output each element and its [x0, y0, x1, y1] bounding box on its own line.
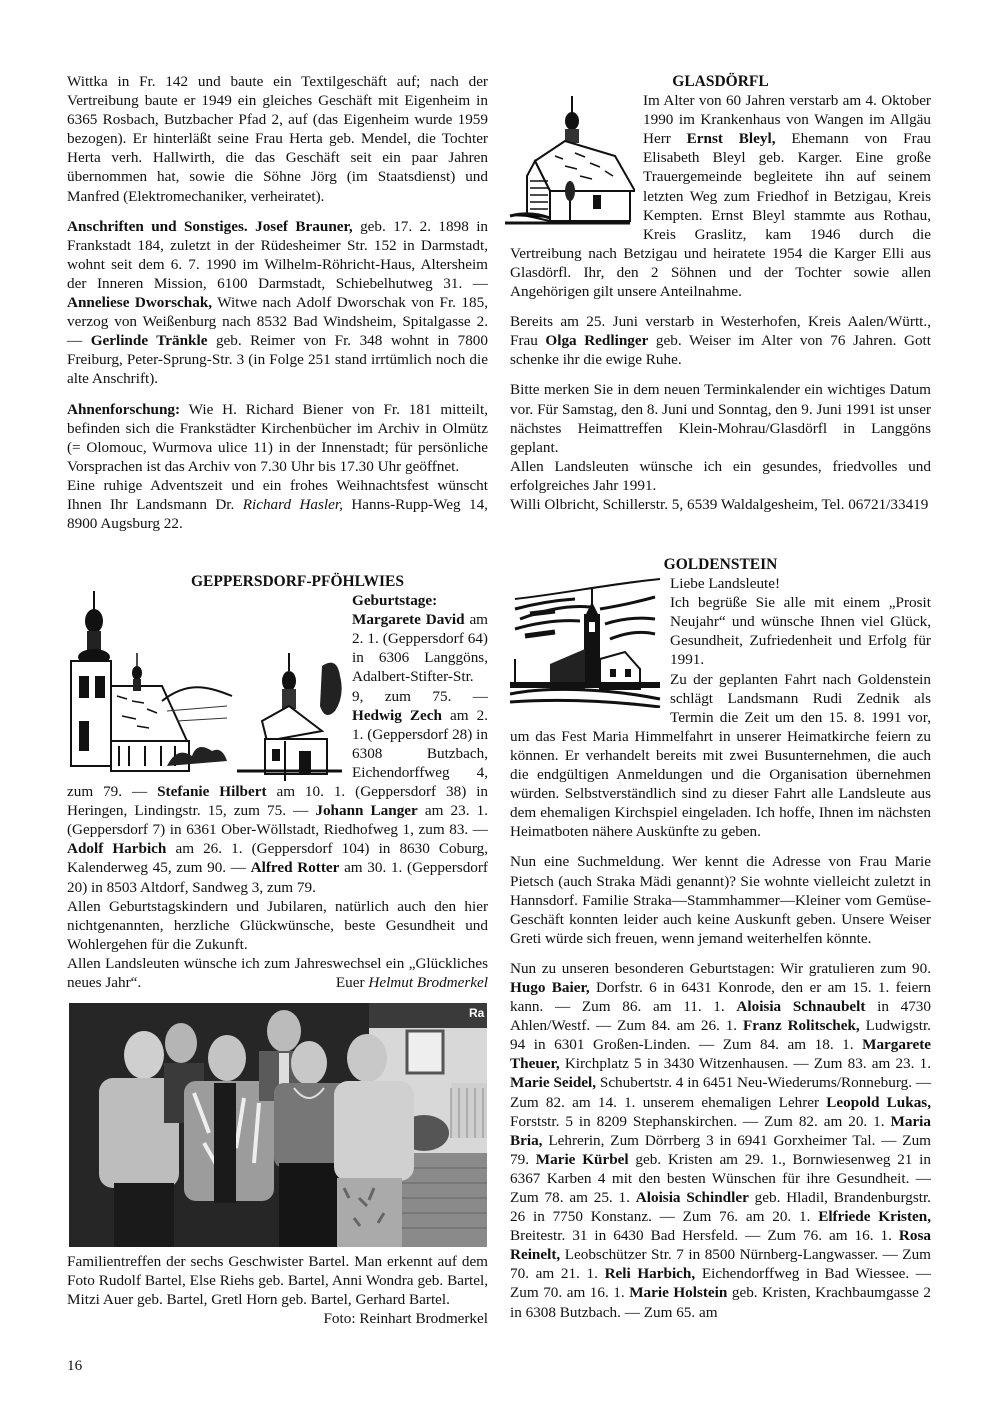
- person-name: Marie Kürbel: [535, 1150, 629, 1168]
- geppersdorf-section: [67, 572, 488, 992]
- section-heading: GEPPERSDORF-PFÖHLWIES: [190, 573, 404, 590]
- photo-caption: Familientreffen der sechs Geschwister Bartel. Man erkennt auf dem Foto Rudolf Bartel, Else Riehs geb. Bartel, Anni Wondra geb. Bartel, Mitzi Auer geb. Bartel, Gretl Horn geb. Bartel, Gerhard Bartel. Foto: Reinhart Brodmerkel: [67, 1253, 488, 1328]
- section-heading: GOLDENSTEIN: [663, 556, 778, 573]
- person-name: Franz Rolitschek,: [742, 1017, 860, 1035]
- meeting-announcement: Bitte merken Sie in dem neuen Terminkalender ein wichtiges Datum vor. Für Samstag, den 8. Juni und Sonntag, den 9. Juni 1991 ist unser nächstes Heimattreffen Klein-Mohrau/Glasdörfl in Langgöns geplant.: [510, 381, 931, 456]
- person-name: Rosa Reinelt,: [510, 1227, 931, 1264]
- birthday-list: Margarete David am 2. 1. (Geppersdorf 64) in 6306 Langgöns, Adalbert-Stifter-Str. 9, zum 75. — Hedwig Zech am 2. 1. (Geppersdorf 28) in 6308 Butzbach, Eichendorffweg 4, zum 79. — Stefanie Hilbert am 10. 1. (Geppersdorf 38) in Heringen, Lindingstr. 15, zum 75. — Johann Langer am 23. 1. (Geppersdorf 7) in 6361 Ober-Wöllstadt, Riedhofweg 1, zum 83. — Adolf Harbich am 26. 1. (Geppersdorf 104) in 8630 Coburg, Kalenderweg 45, zum 90. — Alfred Rotter am 30. 1. (Geppersdorf 20) in 8503 Altdorf, Sandweg 3, zum 79.: [67, 611, 489, 896]
- goldenstein-section: [510, 555, 931, 1322]
- signature: Euer Helmut Brodmerkel: [335, 973, 488, 991]
- obituary-bleyl: Im Alter von 60 Jahren verstarb am 4. Oktober 1990 im Krankenhaus von Wangen im Allgäu Herr Ernst Bleyl, Ehemann von Frau Elisabeth Bleyl geb. Karger. Eine große Trauergemeinde begleitete ihn auf seinem letzten Weg zum Friedhof in Betzigau, Kreis Kempten. Ernst Bleyl stammte aus Rothau, Kreis Graslitz, kam 1946 durch die Vertreibung nach Betzigau und heiratete 1954 die Karger Elli aus Glasdörfl. Ihr, den 2 Söhnen und der Tochter sowie allen Angehörigen gilt unsere Anteilnahme.: [510, 92, 931, 301]
- town-illustration: [510, 574, 662, 708]
- person-name: Ernst Bleyl,: [686, 130, 776, 148]
- contact-line: Willi Olbricht, Schillerstr. 5, 6539 Waldalgesheim, Tel. 06721/33419: [510, 495, 929, 513]
- page-number: 16: [67, 1357, 83, 1374]
- person-name: Margarete Theuer,: [510, 1036, 931, 1073]
- section-heading: GLASDÖRFL: [672, 73, 769, 90]
- new-year-wish: Allen Landsleuten wünsche ich ein gesundes, friedvolles und erfolgreiches Jahr 1991.: [510, 457, 931, 494]
- search-notice: Nun eine Suchmeldung. Wer kennt die Adresse von Frau Marie Pietsch (auch Straka Mädi genannt)? Sie wohnte vielleicht zuletzt in Hannsdorf. Familie Straka—Stammhammer—Kleiner vom Gemüse-Geschäft konnten leider auch keine Auskunft geben. Unsere Weiser Greti würde sich freuen, wenn jemand weiterhelfen könnte.: [510, 853, 931, 947]
- obituary-redlinger: Bereits am 25. Juni verstarb in Westerhofen, Kreis Aalen/Württ., Frau Olga Redlinger geb. Weiser im Alter von 76 Jahren. Gott schenke ihr die ewige Ruhe.: [510, 313, 931, 369]
- church-sketch-icon: [67, 591, 342, 781]
- birthday-list: Nun zu unseren besonderen Geburtstagen: Wir gratulieren zum 90. Hugo Baier, Dorfstr. 6 in 6431 Konrode, den er am 15. 1. feiern kann. — Zum 86. am 11. 1. Aloisia Schnaubelt in 4730 Ahlen/Westf. — Zum 84. am 26. 1. Franz Rolitschek, Ludwigstr. 94 in 6301 Großen-Linden. — Zum 84. am 18. 1. Margarete Theuer, Kirchplatz 5 in 3430 Witzenhausen. — Zum 83. am 23. 1. Marie Seidel, Schubertstr. 4 in 6451 Neu-Wiederums/Ronneburg. — Zum 82. am 14. 1. unserem ehemaligen Lehrer Leopold Lukas, Forststr. 5 in 8209 Stephanskirchen. — Zum 82. am 20. 1. Maria Bria, Lehrerin, Zum Dörrberg 3 in 6941 Gorxheimer Tal. — Zum 79. Marie Kürbel geb. Kristen am 29. 1., Bornwiesenweg 21 in 6367 Karben 4 mit den besten Wünschen für ihre Gesundheit. — Zum 78. am 25. 1. Aloisia Schindler geb. Hladil, Brandenburgstr. 26 in 7750 Konstanz. — Zum 76. am 20. 1. Elfriede Kristen, Breitestr. 31 in 6430 Bad Hersfeld. — Zum 76. am 16. 1. Rosa Reinelt, Leobschützer Str. 7 in 8500 Nürnberg-Langwasser. — Zum 70. am 21. 1. Reli Harbich, Eichendorffweg in Bad Wiessee. — Zum 70. am 16. 1. Marie Holstein geb. Kristen, Krachbaumgasse 2 in 6308 Butzbach. — Zum 65. am: [510, 959, 932, 1321]
- church-illustration: [67, 591, 342, 781]
- person-name: Stefanie Hilbert: [157, 783, 267, 801]
- person-name: Margarete David: [352, 611, 465, 629]
- glasdoerfl-section: [510, 72, 931, 514]
- person-name: Hedwig Zech: [352, 706, 442, 724]
- family-group-photo-icon: [69, 1003, 487, 1247]
- person-name: Elfriede Kristen,: [818, 1208, 931, 1226]
- section-label: Ahnenforschung:: [67, 400, 181, 418]
- person-name: Anneliese Dworschak,: [67, 294, 213, 312]
- chapel-sketch-icon: [505, 91, 635, 225]
- greeting: Liebe Landsleute!: [670, 575, 781, 593]
- person-name: Josef Brauner,: [255, 217, 353, 235]
- new-year-paragraph: Ich begrüße Sie alle mit einem „Prosit Neujahr“ und wünsche Ihnen viel Glück, Gesundheit, Zufriedenheit und Erfolg für 1991.: [670, 594, 931, 669]
- person-name: Hugo Baier,: [510, 978, 590, 996]
- person-name: Johann Langer: [315, 802, 418, 820]
- person-name: Maria Bria,: [510, 1112, 931, 1149]
- family-photo: [69, 1003, 487, 1247]
- new-year-paragraph: Allen Landsleuten wünsche ich zum Jahreswechsel ein „Glückliches neues Jahr“. Euer Helmut Brodmerkel: [67, 954, 488, 991]
- chapel-illustration: [505, 91, 635, 225]
- section-label: Anschriften und Sonstiges.: [67, 217, 248, 235]
- author-name: Richard Hasler,: [242, 495, 343, 513]
- person-name: Aloisia Schnaubelt: [736, 998, 866, 1016]
- left-column-top: [67, 72, 488, 533]
- town-sketch-icon: [510, 574, 662, 708]
- photo-sign-text: Ra: [469, 1006, 485, 1020]
- person-name: Adolf Harbich: [67, 840, 167, 858]
- ahnenforschung-paragraph: Ahnenforschung: Wie H. Richard Biener von Fr. 181 mitteilt, befinden sich die Frankstädter Kirchenbücher im Archiv in Olmütz (= Olomouc, Wurmova ulice 11) in der Innenstadt; für persönliche Vorsprachen ist das Archiv von 7.30 Uhr bis 17.30 Uhr geöffnet.: [67, 400, 488, 475]
- person-name: Alfred Rotter: [250, 859, 340, 877]
- obituary-continuation: Wittka in Fr. 142 und baute ein Textilgeschäft auf; nach der Vertreibung baute er 1949 ein gleiches Geschäft mit Eigenheim in 6365 Rosbach, Butzbacher Pfad 2, auf (das Eigenheim wurde 1959 bezogen). Er hinterläßt seine Frau Herta geb. Mendel, die Tochter Herta verh. Hallwirth, die das Geschäft seit ein paar Jahren übernommen hat, sowie die Söhne Jörg (im Staatsdienst) und Manfred (Elektromechaniker, verheiratet).: [67, 73, 488, 205]
- person-name: Olga Redlinger: [545, 332, 649, 350]
- anschriften-paragraph: Anschriften und Sonstiges. Josef Brauner, geb. 17. 2. 1898 in Frankstadt 184, zuletzt in der Rüdesheimer Str. 152 in Darmstadt, wohnt seit dem 6. 7. 1990 im Wilhelm-Röhricht-Haus, Altersheim der Inneren Mission, 6100 Darmstadt, Schiebelhutweg 31. — Anneliese Dworschak, Witwe nach Adolf Dworschak von Fr. 185, verzog von Weißenburg nach 8532 Bad Windsheim, Spitalgasse 2. — Gerlinde Tränkle geb. Reimer von Fr. 348 wohnt in 7800 Freiburg, Peter-Sprung-Str. 3 (in Folge 251 stand irrtümlich noch die alte Anschrift).: [67, 217, 489, 388]
- wishes-paragraph: Allen Geburtstagskindern und Jubilaren, natürlich auch den hier nichtgenannten, herzliche Glückwünsche, beste Gesundheit und Wohlergehen für die Zukunft.: [67, 897, 488, 953]
- person-name: Marie Seidel,: [510, 1074, 597, 1092]
- trip-paragraph: Zu der geplanten Fahrt nach Goldenstein schlägt Landsmann Rudi Zednik als Termin die Zeit um den 15. 8. 1991 vor, um das Fest Maria Himmelfahrt in unserer Heimatkirche feiern zu können. Er verhandelt bereits mit zwei Busunternehmen, die auch die endgültigen Anmeldungen und die Organisation übernehmen würden. Selbstverständlich sind zu dieser Fahrt alle Landsleute aus dem ehemaligen Kirchspiel eingeladen. Ich hoffe, Ihnen im nächsten Heimatboten nähere Auskünfte zu geben.: [510, 670, 931, 841]
- photo-credit: Foto: Reinhart Brodmerkel: [323, 1310, 488, 1328]
- person-name: Aloisia Schindler: [635, 1189, 749, 1206]
- person-name: Leopold Lukas,: [826, 1093, 931, 1111]
- person-name: Gerlinde Tränkle: [90, 332, 208, 350]
- birthday-subheading: Geburtstage:: [352, 592, 438, 610]
- advent-greeting: Eine ruhige Adventszeit und ein frohes Weihnachtsfest wünscht Ihnen Ihr Landsmann Dr. Richard Hasler, Hanns-Rupp-Weg 14, 8900 Augsburg 22.: [67, 476, 488, 533]
- person-name: Marie Holstein: [629, 1284, 728, 1302]
- person-name: Reli Harbich,: [604, 1265, 696, 1283]
